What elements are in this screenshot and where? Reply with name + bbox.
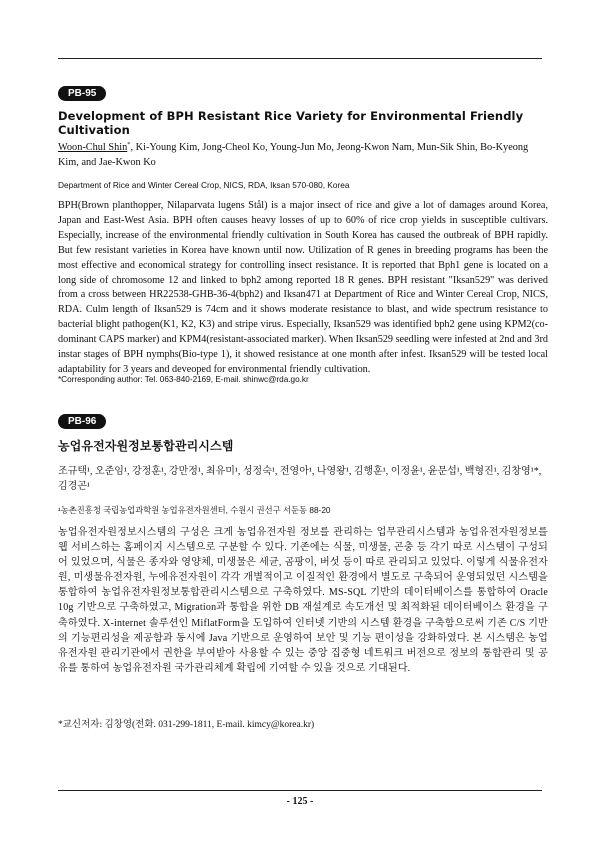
abstract-body: BPH(Brown planthopper, Nilaparvata lugens Stål) is a major insect of rice and give a lot of damages around Korea, Japan and East-West Asia. BPH often causes heavy losses of up to 60% of rice crop yields in susceptible cultivars. Especially, increase of the environmental friendly cultivation in South Korea has caused the outbreak of BPH rapidly. But few resistant varieties in Korea have known until now. Utilization of R genes in breeding programs has been the most effective and economical strategy for controlling insect resistance. It is reported that Bph1 gene is located on a long side of chromosome 12 and linked to bph2 among reported 18 R genes. BPH resistant "Iksan529" was derived from a cross between HR22538-GHB-36-4(bph2) and Iksan471 at Department of Rice and Winter Cereal Crop, NICS, RDA. Culm length of Iksan529 is 74cm and it shows moderate resistance to blast, and wide spectrum resistance to bacterial blight pathogen(K1, K2, K3) and stripe virus. Especially, Iksan529 was identified bph2 gene using KPM2(co-dominant CAPS marker) and KPM4(resistant-associated marker). When Iksan529 seedling were infested at 2nd and 3rd instar stages of BPH nymphs(Bio-type 1), it showed resistance at one month after infest. Iksan529 will be tested local adaptability for 3 years and deveoped for environmental friendly cultivation. [58, 200, 548, 375]
corresponding-mark: * [127, 141, 131, 148]
affiliation: ¹농촌진흥청 국립농업과학원 농업유전자원센터, 수원시 권선구 서둔동 88-20 [58, 505, 331, 515]
page-number: - 125 - [286, 796, 314, 807]
abstract-body: 농업유전자원정보시스템의 구성은 크게 농업유전자원 정보를 관리하는 업무관리시스템과 농업유전자원정보를 웹 서비스하는 홈페이지 시스템으로 구분할 수 있다. 기존에는 식물, 미생물, 곤충 등 각기 따로 시스템이 구성되어 있었으며, 식물은 종자와 영양체, 미생물은 세균, 곰팡이, 버섯 등이 따로 관리되고 있었다. 이렇게 식물유전자원, 미생물유전자원, 누에유전자원이 각각 개별적이고 이질적인 환경에서 별도로 구축되어 운영되었던 시스템을 통합하여 농업유전자원정보통합관리시스템으로 구축하였다. MS-SQL 기반의 데이터베이스를 통합하여 Oracle 10g 기반으로 구축하였고, Migration과 통합을 위한 DB 재설계로 속도개선 및 최적화된 데이터베이스 환경을 구축하였다. X-internet 솔루션인 MiflatForm을 도입하여 인터넷 기반의 시스템 환경을 구축함으로써 기존 C/S 기반의 기능편리성을 제공함과 동시에 Java 기반으로 운영하여 보안 및 기능 편이성을 강화하였다. 본 시스템은 농업유전자원 관리기관에서 권한을 부여받아 사용할 수 있는 중앙 집중형 네트워크 버전으로 정보의 통합관리 및 공유를 통하여 농업유전자원 국가관리체계 확립에 기여할 수 있을 것으로 기대된다. [58, 527, 548, 674]
corresponding-author: *교신저자: 김창영(전화. 031-299-1811, E-mail. kimcy@korea.kr) [58, 720, 315, 730]
abstract-title: 농업유전자원정보통합관리시스템 [58, 439, 234, 453]
abstract-id-badge: PB-96 [58, 414, 106, 429]
coauthors: , Ki-Young Kim, Jong-Cheol Ko, Young-Jun Mo, Jeong-Kwon Nam, Mun-Sik Shin, Bo-Kyeong Kim, and Jae-Kwon Ko [58, 142, 529, 168]
top-rule [58, 58, 542, 59]
affiliation: Department of Rice and Winter Cereal Crop, NICS, RDA, Iksan 570-080, Korea [58, 180, 350, 190]
corresponding-author: *Corresponding author: Tel. 063-840-2169, E-mail. shinwc@rda.go.kr [58, 375, 309, 384]
presenting-author: Woon-Chul Shin [58, 142, 128, 153]
author-list [58, 464, 548, 494]
footer-rule [58, 790, 542, 791]
author-line: 조규택¹, 오준임¹, 강정훈¹, 강만정¹, 최유미¹, 성정숙¹, 전영아¹, 나영왕¹, 김행훈¹, 이정윤¹, 윤문섭¹, 백형진¹, 김창영¹*, [58, 466, 542, 477]
abstract-title: Development of BPH Resistant Rice Variety for Environmental Friendly Cultivation [58, 109, 524, 137]
author-list [58, 140, 548, 170]
abstract-id-badge: PB-95 [58, 86, 106, 101]
author-line: 김경곤¹ [58, 481, 90, 492]
